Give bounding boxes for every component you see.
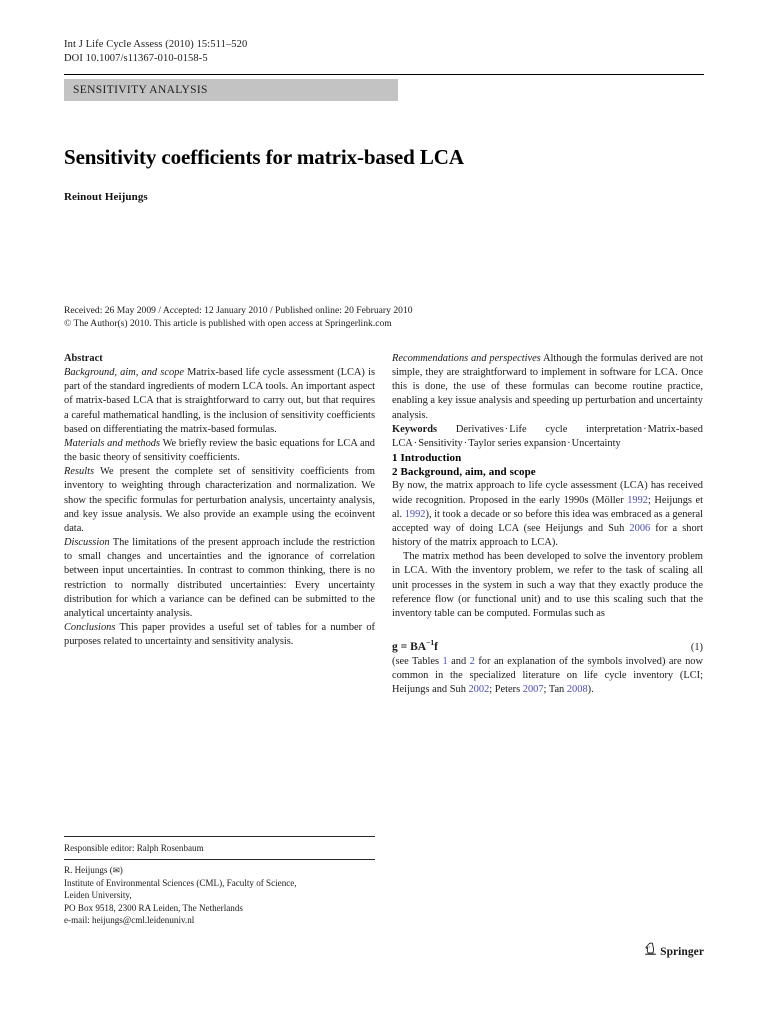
header-divider (64, 74, 704, 75)
abstract-text-background: Matrix-based life cycle assessment (LCA) is part of the standard ingredients of modern LCA tools. An important aspect of matrix-based LCA that is straightforward to carry out, but that requires a careful mathematical handling, is the inclusion of sensitivity coefficients based on differentiating the matrix-based formulas. (64, 367, 376, 435)
postal-address-line: PO Box 9518, 2300 RA Leiden, The Netherlands (64, 902, 243, 913)
abstract-block-background (64, 366, 375, 437)
citation-link-heijungs-suh-2002[interactable]: 2002 (468, 684, 490, 696)
body-columns (64, 352, 704, 697)
table-link-1[interactable]: 1 (442, 655, 448, 667)
section-heading-background: 2 Background, aim, and scope (392, 466, 536, 479)
springer-wordmark: Springer (660, 946, 704, 958)
abstract-lead-discussion: Discussion (64, 537, 110, 549)
column-right (392, 352, 703, 697)
received-accepted-line: Received: 26 May 2009 / Accepted: 12 January 2010 / Published online: 20 February 2010 (64, 305, 413, 316)
abstract-block-results (64, 465, 375, 536)
post-eq-part-c: for an explanation of the symbols involved) are now common in the specialized literature on life cycle inventory (LCI; Heijungs and Suh (392, 655, 703, 696)
keyword-item-5: Uncertainty (571, 437, 621, 449)
equation-rhs-matrices: BA (410, 640, 427, 653)
keyword-separator: · (643, 423, 647, 435)
citation-link-heijungs-1992[interactable]: 1992 (404, 508, 426, 520)
keyword-item-3: Sensitivity (418, 437, 463, 449)
section-category-label: SENSITIVITY ANALYSIS (73, 84, 208, 96)
keyword-separator: · (504, 423, 509, 435)
table-link-2[interactable]: 2 (469, 655, 475, 667)
background-p1-part-c: ), it took a decade or so before this idea was embraced as a general accepted way of doing LCA (see Heijungs and Suh (392, 508, 703, 534)
post-equation-paragraph (392, 655, 703, 697)
affiliation-line-2: Leiden University, (64, 890, 132, 901)
keyword-item-4: Taylor series expansion (468, 437, 567, 449)
correspondence-address (64, 860, 375, 927)
abstract-lead-conclusions: Conclusions (64, 621, 116, 633)
section-category-banner (64, 79, 398, 101)
citation-link-heijungs-suh-2006[interactable]: 2006 (629, 522, 651, 534)
page-title: Sensitivity coefficients for matrix-based LCA (64, 145, 464, 169)
keyword-separator: · (567, 437, 571, 449)
paper-page (64, 0, 704, 1024)
post-eq-part-a: (see Tables (392, 655, 443, 667)
journal-header (64, 0, 704, 65)
citation-link-tan-2008[interactable]: 2008 (566, 684, 588, 696)
abstract-text-recommendations: Although the formulas derived are not simple, they are straightforward to implement in software for LCA. Once this is done, the use of these formulas can become routine practice, enabling a key issue analysis and speeding up perturbation and uncertainty analysis. (392, 353, 703, 421)
abstract-text-discussion: The limitations of the present approach include the restriction to small changes and uncertainties and the ignorance of correlation between input uncertainties. In contrast to common thinking, there is no restriction to normally distributed uncertainties: Every uncertainty distribution for which a variance can be defined can be submitted to the analytical uncertainty analysis. (64, 537, 375, 619)
post-eq-part-b: and (447, 655, 470, 667)
copyright-line: © The Author(s) 2010. This article is published with open access at Springerlink.com (64, 318, 392, 330)
equation-lhs: g (392, 640, 398, 653)
affiliation-line-1: Institute of Environmental Sciences (CML), Faculty of Science, (64, 877, 297, 888)
journal-citation-line: Int J Life Cycle Assess (2010) 15:511–520 (64, 39, 248, 50)
abstract-text-conclusions: This paper provides a useful set of tables for a number of purposes related to uncertainty and sensitivity analysis. (64, 621, 375, 648)
keyword-item-2: Matrix-based LCA (392, 423, 703, 449)
abstract-lead-recommendations: Recommendations and perspectives (392, 353, 541, 364)
keyword-separator: · (413, 437, 418, 449)
background-p1-part-d: for a short history of the matrix approach to LCA). (392, 522, 703, 549)
abstract-lead-materials: Materials and methods (64, 437, 161, 449)
publication-info (64, 304, 413, 330)
abstract-block-discussion (64, 536, 375, 621)
background-p1-part-a: By now, the matrix approach to life cycle assessment (LCA) has received wide recognition. Proposed in the early 1990s (Möller (392, 480, 703, 506)
springer-logo (644, 942, 704, 962)
background-p1-part-b: ; Heijungs et al. (392, 494, 703, 520)
background-paragraph-2: The matrix method has been developed to solve the inventory problem in LCA. With the inventory problem, we refer to the task of scaling all unit processes in the system in such a way that they exactly produce the reference flow (or functional unit) and to use this scaling such that the inventory table can be computed. Formulas such as (392, 551, 703, 619)
abstract-text-results: We present the complete set of sensitivity coefficients from inventory to weighting through characterization and normalization. We show the specific formulas for perturbation analysis, uncertainty analysis, and key issue analysis. We also provide an example using the ecoinvent data. (64, 466, 375, 534)
citation-link-moller-1992[interactable]: 1992 (627, 494, 648, 506)
journal-doi-line: DOI 10.1007/s11367-010-0158-5 (64, 52, 208, 64)
abstract-lead-background: Background, aim, and scope (64, 367, 184, 379)
abstract-block-recommendations (392, 352, 703, 423)
post-eq-part-e: ; Tan (543, 684, 567, 696)
post-eq-part-f: ). (587, 684, 594, 696)
background-paragraph-1 (392, 479, 703, 550)
keywords-label: Keywords (392, 423, 438, 435)
abstract-block-materials (64, 437, 375, 465)
equation-rhs-vector: f (434, 640, 439, 653)
citation-link-peters-2007[interactable]: 2007 (522, 684, 544, 696)
equation-1 (392, 636, 703, 655)
equation-equals: = (400, 640, 408, 653)
springer-knight-icon (644, 942, 657, 962)
corresponding-author-name: R. Heijungs ( (64, 865, 113, 876)
abstract-text-materials: We briefly review the basic equations for LCA and the basic theory of sensitivity coefficients. (64, 437, 375, 464)
footnote-block (64, 836, 375, 927)
envelope-icon: ✉ (112, 865, 120, 875)
corresponding-author-line (64, 864, 375, 877)
email-line[interactable]: e-mail: heijungs@cml.leidenuniv.nl (64, 915, 195, 926)
keywords-block (392, 423, 703, 451)
equation-rhs-exponent: −1 (426, 637, 435, 647)
abstract-lead-results: Results (64, 466, 95, 478)
section-heading-introduction: 1 Introduction (392, 452, 462, 465)
keyword-separator: · (463, 437, 468, 449)
post-eq-part-d: ; Peters (489, 684, 523, 696)
keyword-item-0: Derivatives (455, 423, 504, 435)
equation-1-expression (392, 636, 691, 654)
responsible-editor-line: Responsible editor: Ralph Rosenbaum (64, 842, 204, 853)
keyword-item-1: Life cycle interpretation (509, 423, 643, 435)
column-left (64, 352, 375, 697)
corresponding-author-paren-close: ) (119, 865, 123, 876)
abstract-block-conclusions (64, 621, 375, 649)
abstract-heading: Abstract (64, 353, 103, 364)
author-list: Reinout Heijungs (64, 191, 148, 203)
equation-1-number: (1) (690, 641, 703, 653)
